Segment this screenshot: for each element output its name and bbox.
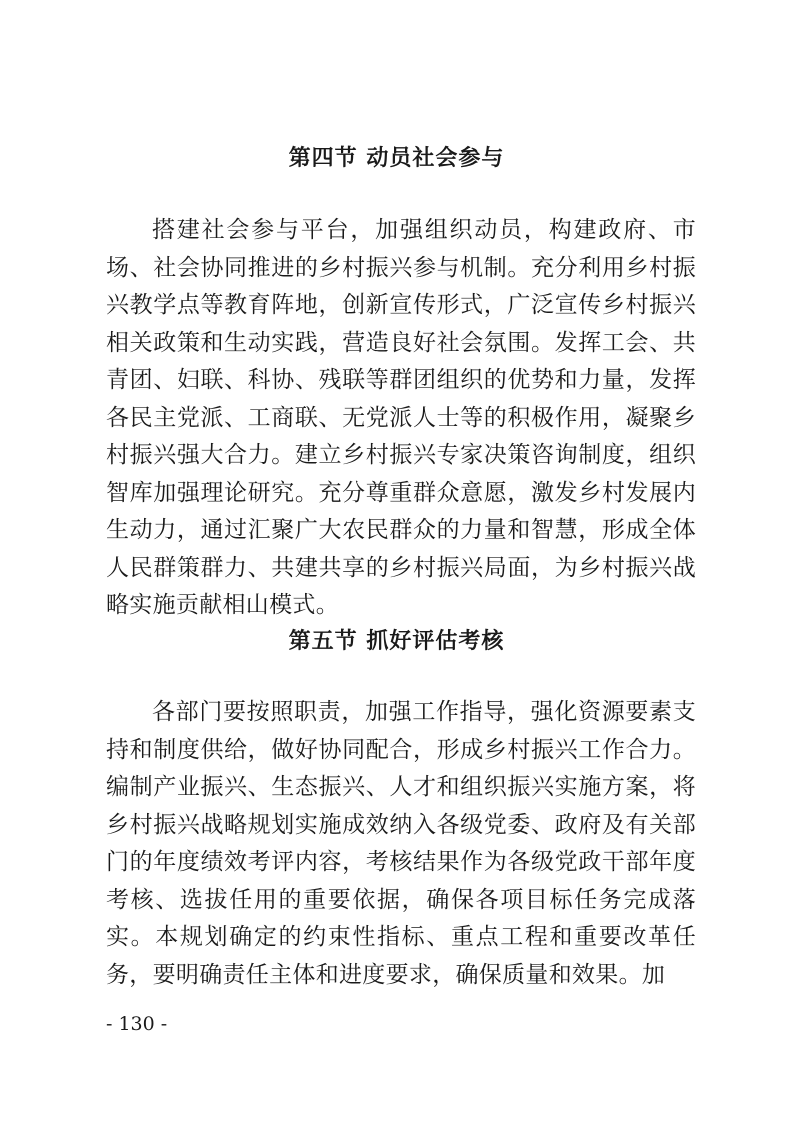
section-heading-5: 第五节 抓好评估考核: [288, 629, 505, 654]
page-number: - 130 -: [106, 1013, 168, 1035]
section-5-paragraph: 各部门要按照职责，加强工作指导，强化资源要素支持和制度供给，做好协同配合，形成乡村振兴工作合力。编制产业振兴、生态振兴、人才和组织振兴实施方案，将乡村振兴战略规划实施成效纳入各级党委、政府及有关部门的年度绩效考评内容，考核结果作为各级党政干部年度考核、选拔任用的重要依据，确保各项目标任务完成落实。本规划确定的约束性指标、重点工程和重要改革任务，要明确责任主体和进度要求，确保质量和效果。加: [106, 699, 696, 988]
section-4-paragraph: 搭建社会参与平台，加强组织动员，构建政府、市场、社会协同推进的乡村振兴参与机制。充分利用乡村振兴教学点等教育阵地，创新宣传形式，广泛宣传乡村振兴相关政策和生动实践，营造良好社会氛围。发挥工会、共青团、妇联、科协、残联等群团组织的优势和力量，发挥各民主党派、工商联、无党派人士等的积极作用，凝聚乡村振兴强大合力。建立乡村振兴专家决策咨询制度，组织智库加强理论研究。充分尊重群众意愿，激发乡村发展内生动力，通过汇聚广大农民群众的力量和智慧，形成全体人民群策群力、共建共享的乡村振兴局面，为乡村振兴战略实施贡献相山模式。: [106, 217, 696, 618]
section-heading-4: 第四节 动员社会参与: [288, 146, 505, 171]
